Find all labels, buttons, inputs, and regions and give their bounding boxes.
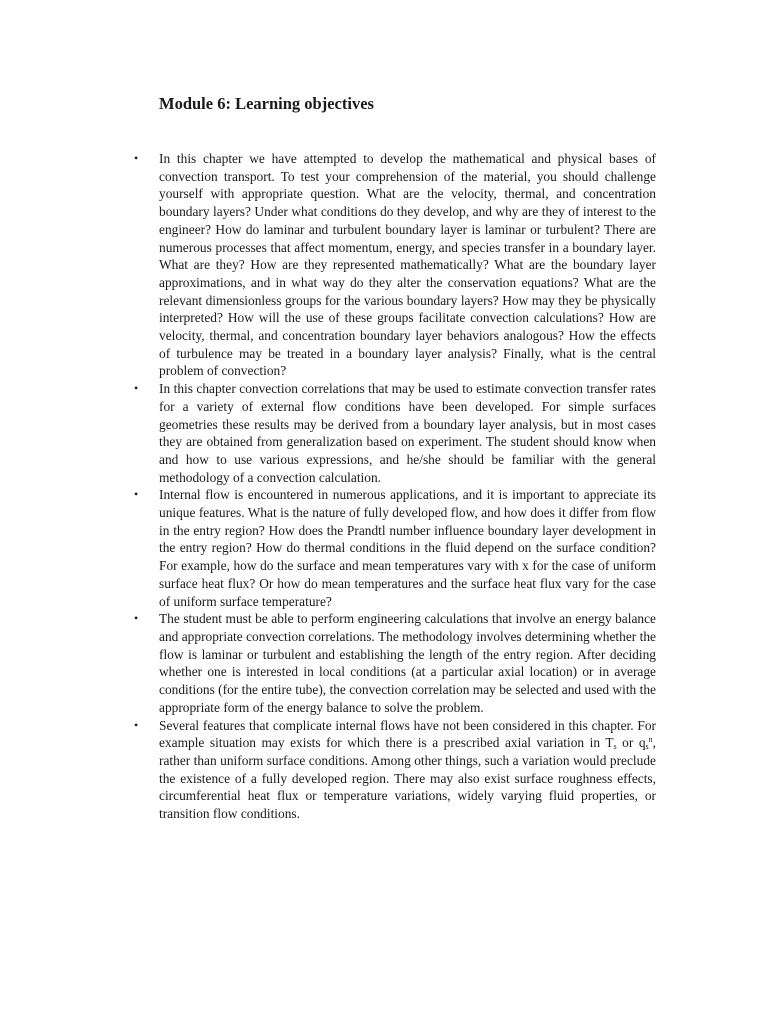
bullet-icon: • <box>134 717 139 732</box>
text-segment: Several features that complicate internal flows have not been considered in this chapter. For example situation may exists for which there is a prescribed axial variation in T <box>159 717 656 751</box>
page-title: Module 6: Learning objectives <box>159 94 374 113</box>
list-item <box>134 150 656 380</box>
text-segment: or q <box>616 735 646 751</box>
bullet-icon: • <box>134 151 139 165</box>
list-item-text: In this chapter we have attempted to develop the mathematical and physical bases of convection transport. To test your comprehension of the material, you should challenge yourself with appropriate question. What are the velocity, thermal, and concentration boundary layers? Under what conditions do they develop, and why are they of interest to the engineer? How do laminar and turbulent boundary layer is laminar or turbulent? There are numerous processes that affect momentum, energy, and species transfer in a boundary layer. What are they? How are they represented mathematically? What are the boundary layer approximations, and in what way do they alter the conservation equations? What are the relevant dimensionless groups for the various boundary layers? How may they be physically interpreted? How will the use of these groups facilitate convection calculations? How are velocity, thermal, and concentration boundary layer behaviors analogous? How the effects of turbulence may be treated in a boundary layer analysis? Finally, what is the central problem of convection? <box>159 151 656 379</box>
superscript: n <box>648 735 653 745</box>
text-segment: , rather than uniform surface conditions. Among other things, such a variation would preclude the existence of a fully developed region. There may also exist surface roughness effects, circumferential heat flux or temperature variations, widely varying fluid properties, or transition flow conditions. <box>159 735 656 822</box>
bullet-icon: • <box>134 381 139 396</box>
objectives-list <box>134 150 656 823</box>
list-item-text: In this chapter convection correlations that may be used to estimate convection transfer rates for a variety of external flow conditions have been developed. For simple surfaces geometries these results may be derived from a boundary layer analysis, but in most cases they are obtained from generalization based on experiment. The student should know when and how to use various expressions, and he/she should be familiar with the general methodology of a convection calculation. <box>159 381 656 485</box>
list-item-text <box>159 718 656 822</box>
list-item-text: Internal flow is encountered in numerous applications, and it is important to appreciate its unique features. What is the nature of fully developed flow, and how does it differ from flow in the entry region? How does the Prandtl number influence boundary layer development in the entry region? How do thermal conditions in the fluid depend on the surface condition? For example, how do the surface and mean temperatures vary with x for the case of uniform surface heat flux? Or how do mean temperatures and the surface heat flux vary for the case of uniform surface temperature? <box>159 487 656 609</box>
list-item <box>134 717 656 823</box>
list-item <box>134 610 656 716</box>
list-item <box>134 486 656 610</box>
subscript: s <box>645 742 649 752</box>
bullet-icon: • <box>134 611 139 626</box>
list-item <box>134 380 656 486</box>
bullet-icon: • <box>134 487 139 502</box>
list-item-text: The student must be able to perform engineering calculations that involve an energy balance and appropriate convection correlations. The methodology involves determining whether the flow is laminar or turbulent and establishing the length of the entry region. After deciding whether one is interested in local conditions (at a particular axial location) or in average conditions (for the entire tube), the convection correlation may be selected and used with the appropriate form of the energy balance to solve the problem. <box>159 611 656 715</box>
subscript: s <box>613 742 617 752</box>
